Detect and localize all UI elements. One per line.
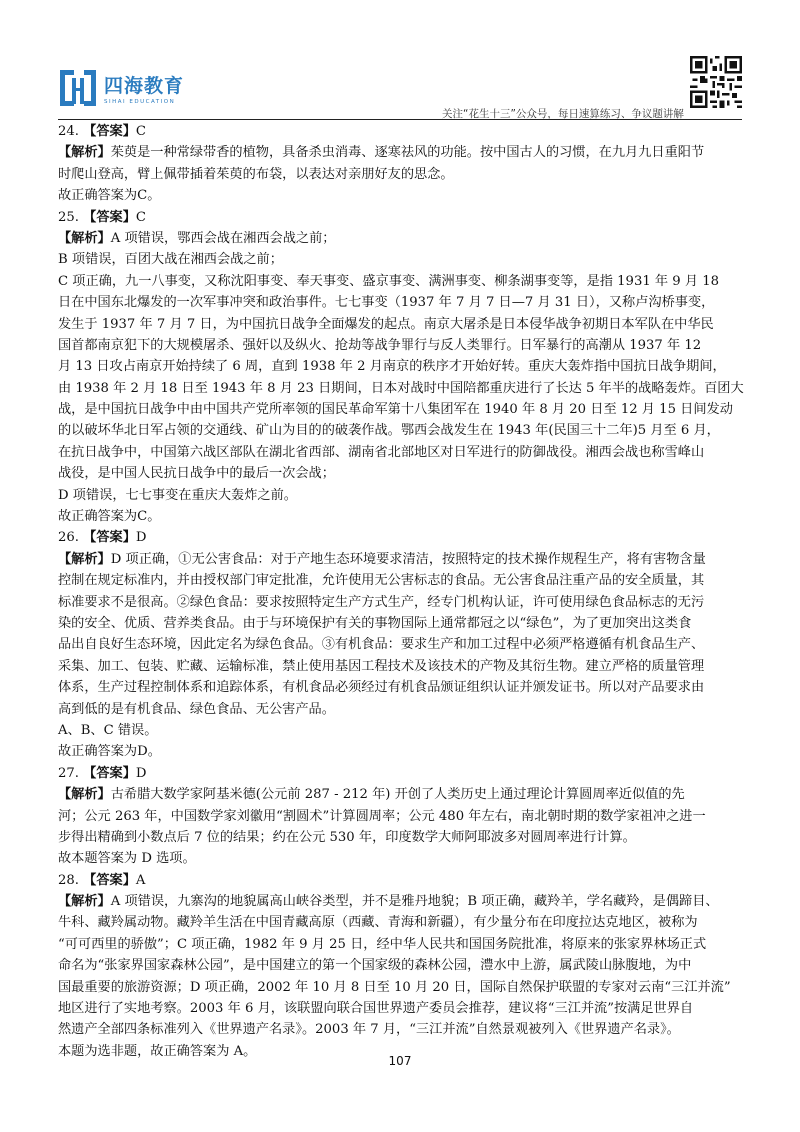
text-line [58,164,742,185]
line-text: C 项正确，九一八事变，又称沈阳事变、奉天事变、盛京事变、满洲事变、柳条湖事变等，是指 1931 年 9 月 18 [58,273,720,289]
text-line [58,720,742,741]
text-line [58,356,742,377]
line-text: D 项正确，①无公害食品：对于产地生态环境要求清洁，按照特定的技术操作规程生产，将有害物含量 [110,551,706,567]
text-line [58,249,742,270]
text-line [58,955,742,976]
text-line [58,977,742,998]
text-line [58,998,742,1019]
text-line [58,185,742,206]
line-text: “可可西里的骄傲”；C 项正确，1982 年 9 月 25 日，经中华人民共和国国务院批准，将原来的张家界林场正式 [58,936,707,952]
section-label: 【解析】 [58,551,111,567]
text-line [58,442,742,463]
section-label: 【解析】 [58,894,111,910]
line-text: D 项错误，七七事变在重庆大轰炸之前。 [58,487,297,503]
text-line [58,848,742,869]
line-text: 由 1938 年 2 月 18 日至 1943 年 8 月 23 日期间，日本对战时中国陪都重庆进行了长达 5 年半的战略轰炸。百团大 [58,380,744,396]
text-line [58,207,742,228]
text-line [58,121,742,142]
line-text: 日在中国东北爆发的一次军事冲突和政治事件。七七事变（1937 年 7 月 7 日—7 月 31 日），又称卢沟桥事变， [58,295,715,311]
line-text: 古希腊大数学家阿基米德(公元前 287 - 212 年) 开创了人类历史上通过理论计算圆周率近似值的先 [110,787,685,803]
text-line [58,784,742,805]
section-label: 【答案】 [83,530,136,546]
answer-content [58,121,742,1062]
page-number: 107 [388,1054,412,1068]
section-label: 【答案】 [83,124,136,139]
qr-code-icon [690,56,742,108]
line-text: 故正确答案为C。 [58,509,161,525]
section-label: 【答案】 [83,872,136,888]
text-line [58,463,742,484]
line-text: 故正确答案为C。 [58,188,161,204]
text-line [58,292,742,313]
question-number: 24. [58,124,84,139]
line-text: 地区进行了实地考察。2003 年 6 月，该联盟向联合国世界遗产委员会推荐，建议将“三江并流”按满足世界自 [58,1001,694,1017]
line-text: 步得出精确到小数点后 7 位的结果；约在公元 530 年，印度数学大师阿耶波多对圆周率进行计算。 [58,829,636,845]
logo-mark-icon [58,68,98,108]
text-line [58,656,742,677]
text-line [58,613,742,634]
section-label: 【解析】 [58,230,111,246]
line-text: 高到低的是有机食品、绿色食品、无公害产品。 [58,701,335,717]
text-line [58,934,742,955]
line-text: 体系，生产过程控制体系和追踪体系，有机食品必须经过有机食品颁证组织认证并颁发证书。所以对产品要求由 [58,680,705,696]
text-line [58,335,742,356]
text-line [58,891,742,912]
line-text: 河；公元 263 年，中国数学家刘徽用“割圆术”计算圆周率；公元 480 年左右，南北朝时期的数学家祖冲之进一 [58,808,706,824]
line-text: 故正确答案为D。 [58,744,161,760]
line-text: D [135,530,147,546]
logo [58,68,184,108]
line-text: 时爬山登高，臂上佩带插着茱萸的布袋，以表达对亲朋好友的思念。 [58,166,454,182]
line-text: 在抗日战争中，中国第六战区部队在湖北省西部、湖南省北部地区对日军进行的防御战役。湘西会战也称雪峰山 [58,444,705,460]
text-line [58,549,742,570]
line-text: D [135,765,147,781]
line-text: A、B、C 错误。 [58,722,158,738]
header-slogan: 关注“花生十三”公众号，每日速算练习、争议题讲解 [442,108,684,120]
line-text: 牛科、藏羚属动物。藏羚羊生活在中国青藏高原（西藏、青海和新疆），有少量分布在印度拉达克地区，被称为 [58,915,698,931]
text-line [58,314,742,335]
question-number: 25. [58,209,84,225]
text-line [58,271,742,292]
line-text: A [135,872,146,888]
line-text: 品出自良好生态环境，因此定名为绿色食品。③有机食品：要求生产和加工过程中必须严格遵循有机食品生产、 [58,637,705,653]
text-line [58,763,742,784]
line-text: B 项错误，百团大战在湘西会战之前； [58,252,283,268]
line-text: 月 13 日攻占南京开始持续了 6 周，直到 1938 年 2 月南京的秩序才开始好转。重庆大轰炸指中国抗日战争期间， [58,359,726,375]
line-text: 控制在规定标准内，并由授权部门审定批准，允许使用无公害标志的食品。无公害食品注重产品的安全质量，其 [58,573,705,589]
line-text: C [135,209,147,225]
text-line [58,399,742,420]
logo-name: 四海教育 [104,75,185,97]
question-number: 26. [58,530,84,546]
text-line [58,570,742,591]
text-line [58,228,742,249]
text-line [58,741,742,762]
text-line [58,485,742,506]
line-text: 采集、加工、包装、贮藏、运输标准，禁止使用基因工程技术及该技术的产物及其衍生物。建立严格的质量管理 [58,658,705,674]
line-text: A 项错误，鄂西会战在湘西会战之前； [110,230,336,246]
text-line [58,142,742,163]
section-label: 【解析】 [58,145,111,161]
line-text: 标准要求不是很高。②绿色食品：要求按照特定生产方式生产，经专门机构认证，许可使用绿色食品标志的无污 [58,594,705,610]
text-line [58,506,742,527]
text-line [58,634,742,655]
text-line [58,806,742,827]
text-line [58,677,742,698]
line-text: 本题为选非题，故正确答案为 A。 [58,1043,257,1059]
line-text: 发生于 1937 年 7 月 7 日，为中国抗日战争全面爆发的起点。南京大屠杀是日本侵华战争初期日本军队在中华民 [58,316,714,332]
line-text: 茱萸是一种常绿带香的植物，具备杀虫消毒、逐寒祛风的功能。按中国古人的习惯，在九月九日重阳节 [110,145,705,161]
question-number: 28. [58,872,84,888]
section-label: 【答案】 [83,765,136,781]
section-label: 【答案】 [83,209,136,225]
line-text: A 项错误，九寨沟的地貌属高山峡谷类型，并不是雅丹地貌；B 项正确，藏羚羊，学名藏羚，是偶蹄目、 [110,894,719,910]
text-line [58,912,742,933]
text-line [58,699,742,720]
text-line [58,527,742,548]
page-header [0,0,800,120]
line-text: 国首都南京犯下的大规模屠杀、强奸以及纵火、抢劫等战争罪行与反人类罪行。日军暴行的高潮从 1937 年 12 [58,337,702,353]
text-line [58,378,742,399]
text-line [58,1019,742,1040]
logo-subtitle: SIHAI EDUCATION [104,99,176,105]
line-text: 然遗产全部四条标准列入《世界遗产名录》。2003 年 7 月，“三江并流”自然景观被列入《世界遗产名录》。 [58,1022,680,1038]
line-text: 国最重要的旅游资源；D 项正确，2002 年 10 月 8 日至 10 月 20 日，国际自然保护联盟的专家对云南“三江并流” [58,979,731,995]
line-text: 命名为“张家界国家森林公园”，是中国建立的第一个国家级的森林公园，澧水中上游，属武陵山脉腹地，为中 [58,958,692,974]
line-text: 战役，是中国人民抗日战争中的最后一次会战； [58,466,335,482]
text-line [58,870,742,891]
text-line [58,827,742,848]
line-text: 的以破坏华北日军占领的交通线、矿山为目的的破袭作战。鄂西会战发生在 1943 年(民国三十二年)5 月至 6 月， [58,423,720,439]
text-line [58,592,742,613]
line-text: C [135,124,147,139]
line-text: 染的安全、优质、营养类食品。由于与环境保护有关的事物国际上通常都冠之以“绿色”，为了更加突出这类食 [58,615,692,631]
line-text: 故本题答案为 D 选项。 [58,851,196,867]
question-number: 27. [58,765,84,781]
header-divider [58,119,742,120]
section-label: 【解析】 [58,787,111,803]
text-line [58,420,742,441]
line-text: 战，是中国抗日战争中由中国共产党所率领的国民革命军第十八集团军在 1940 年 8 月 20 日至 12 月 15 日间发动 [58,402,733,418]
